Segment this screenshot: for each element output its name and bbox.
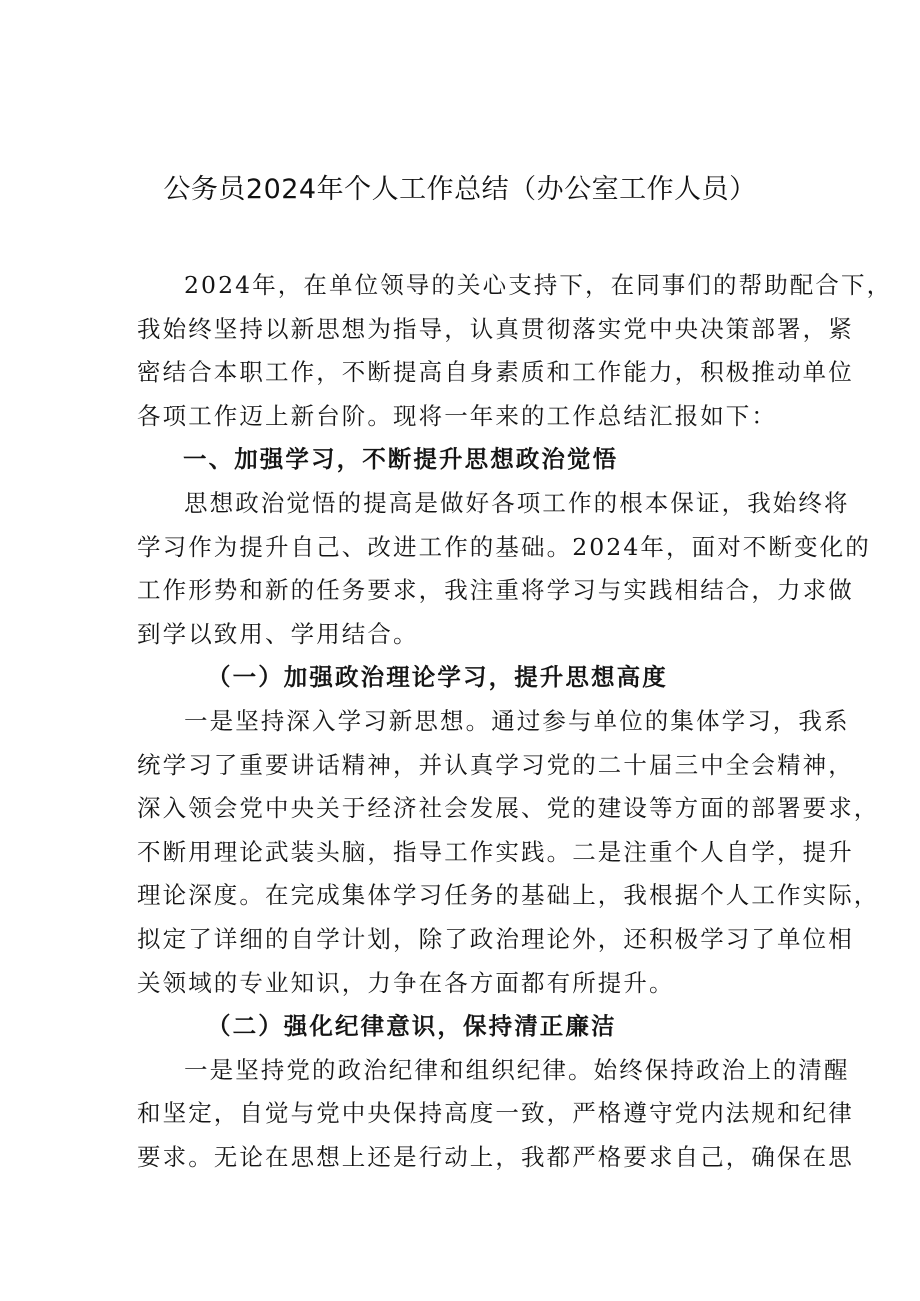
- paragraph-line: 一是坚持深入学习新思想。通过参与单位的集体学习，我系: [184, 706, 850, 735]
- subsection-1-paragraph: [137, 700, 880, 1005]
- paragraph-line: 各项工作迈上新台阶。现将一年来的工作总结汇报如下：: [137, 401, 777, 430]
- paragraph-line: 深入领会党中央关于经济社会发展、党的建设等方面的部署要求，: [137, 794, 880, 823]
- section-1-paragraph: [137, 482, 871, 656]
- section-heading-1: 一、加强学习，不断提升思想政治觉悟: [183, 445, 619, 474]
- paragraph-line: 密结合本职工作，不断提高自身素质和工作能力，积极推动单位: [137, 358, 854, 387]
- subsection-heading-2: （二）强化纪律意识，保持清正廉洁: [207, 1012, 617, 1041]
- paragraph-line: 2024年，在单位领导的关心支持下，在同事们的帮助配合下，: [184, 271, 893, 299]
- document-title: 公务员2024年个人工作总结（办公室工作人员）: [163, 174, 757, 205]
- paragraph-line: 理论深度。在完成集体学习任务的基础上，我根据个人工作实际，: [137, 881, 880, 910]
- paragraph-line: 和坚定，自觉与党中央保持高度一致，严格遵守党内法规和纪律: [137, 1099, 854, 1128]
- subsection-heading-1: （一）加强政治理论学习，提升思想高度: [207, 663, 668, 692]
- paragraph-line: 拟定了详细的自学计划，除了政治理论外，还积极学习了单位相: [137, 924, 854, 953]
- paragraph-line: 我始终坚持以新思想为指导，认真贯彻落实党中央决策部署，紧: [137, 314, 854, 343]
- paragraph-line: 工作形势和新的任务要求，我注重将学习与实践相结合，力求做: [137, 576, 854, 605]
- intro-paragraph: [137, 264, 893, 438]
- paragraph-line: 要求。无论在思想上还是行动上，我都严格要求自己，确保在思: [137, 1142, 854, 1171]
- paragraph-line: 学习作为提升自己、改进工作的基础。2024年，面对不断变化的: [137, 532, 871, 561]
- paragraph-line: 思想政治觉悟的提高是做好各项工作的根本保证，我始终将: [184, 488, 850, 517]
- paragraph-line: 关领域的专业知识，力争在各方面都有所提升。: [137, 968, 675, 997]
- paragraph-line: 到学以致用、学用结合。: [137, 619, 419, 648]
- paragraph-line: 不断用理论武装头脑，指导工作实践。二是注重个人自学，提升: [137, 837, 854, 866]
- subsection-2-paragraph: [137, 1049, 854, 1180]
- paragraph-line: 统学习了重要讲话精神，并认真学习党的二十届三中全会精神，: [137, 750, 854, 779]
- paragraph-line: 一是坚持党的政治纪律和组织纪律。始终保持政治上的清醒: [184, 1055, 850, 1084]
- document-body: [137, 264, 893, 1179]
